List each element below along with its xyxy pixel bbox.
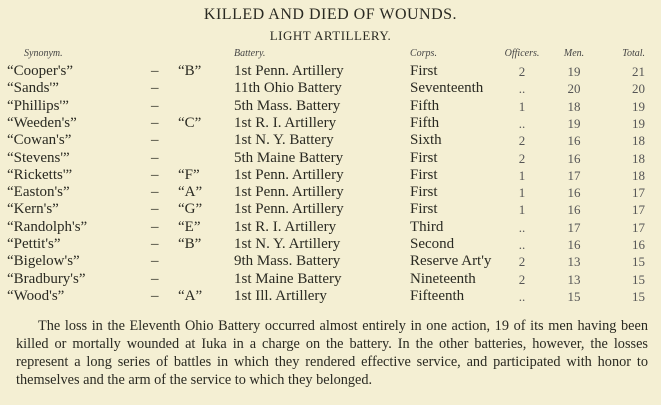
total-cell: 20 [632,81,645,97]
dash-cell: – [151,166,159,183]
synonym-cell: “Kern's” [7,201,59,218]
dash-cell: – [151,270,159,287]
total-cell: 21 [632,64,645,79]
men-cell: 17 [567,219,581,235]
total-cell: 19 [632,115,645,131]
corps-cell: First [410,63,438,79]
table-row [0,253,661,270]
officers-cell: .. [518,115,526,131]
corps-cell: First [410,149,438,166]
battery-cell: 5th Mass. Battery [234,97,341,114]
total-cell: 19 [632,98,645,114]
officers-cell: 1 [518,185,526,201]
header-corps: Corps. [410,48,437,59]
total-cell: 18 [632,133,645,149]
battery-cell: 5th Maine Battery [234,149,344,166]
corps-cell: Reserve Art'y [410,253,492,270]
body-paragraph: The loss in the Eleventh Ohio Battery occurred almost entirely in one action, 19 of its men having been killed or mortally wounded at Iuka in a charge on the battery. In the other batteries, however, the losses represent a long series of battles in which they rendered effective service, and participated with honor to themselves and the arm of the service to which they belonged. [16,318,648,388]
page-subtitle: LIGHT ARTILLERY. [269,28,392,43]
corps-cell: Fifteenth [410,287,465,304]
dash-cell: – [151,114,159,131]
officers-cell: 2 [518,271,526,287]
battery-cell: 1st Maine Battery [234,270,342,287]
table-row [0,288,661,305]
corps-cell: Third [410,218,444,235]
header-synonym: Synonym. [24,48,63,59]
officers-cell: 1 [518,167,526,183]
synonym-cell: “Stevens'” [7,149,70,166]
men-cell: 16 [567,133,581,149]
page-title: KILLED AND DIED OF WOUNDS. [203,6,458,23]
corps-cell: Sixth [410,132,442,149]
battery-cell: 11th Ohio Battery [234,80,342,97]
corps-cell: Second [410,236,455,252]
battery-cell: 1st Penn. Artillery [234,201,344,218]
battery-cell: 1st R. I. Artillery [234,114,337,131]
battery-cell: 1st Penn. Artillery [234,166,344,183]
table-row [0,184,661,201]
synonym-cell: “Bradbury's” [7,270,86,287]
letter-cell: “A” [178,287,203,304]
letter-cell: “C” [178,114,202,131]
letter-cell: “A” [178,184,203,201]
letter-cell: “F” [178,166,200,183]
officers-cell: .. [518,81,526,97]
total-cell: 18 [632,167,645,183]
total-cell: 15 [632,271,645,287]
synonym-cell: “Wood's” [7,287,65,304]
table-row [0,132,661,149]
officers-cell: 1 [518,202,526,218]
dash-cell: – [151,218,159,235]
table-row [0,271,661,288]
table-row [0,236,661,253]
table-row [0,98,661,115]
battery-cell: 1st Penn. Artillery [234,63,344,79]
header-total: Total. [622,48,645,59]
officers-cell: 2 [518,64,526,79]
dash-cell: – [151,63,159,79]
dash-cell: – [151,132,159,149]
synonym-cell: “Cooper's” [7,63,74,79]
dash-cell: – [151,253,159,270]
dash-cell: – [151,201,159,218]
synonym-cell: “Ricketts'” [7,166,73,183]
men-cell: 19 [567,64,581,79]
total-cell: 17 [632,185,645,201]
synonym-cell: “Bigelow's” [7,253,80,270]
dash-cell: – [151,149,159,166]
letter-cell: “G” [178,201,203,218]
table-row [0,80,661,97]
synonym-cell: “Phillips'” [7,97,69,114]
dash-cell: – [151,97,159,114]
men-cell: 20 [567,81,581,97]
men-cell: 19 [567,115,581,131]
men-cell: 16 [567,150,581,166]
letter-cell: “B” [178,236,202,252]
header-battery: Battery. [234,48,266,59]
letter-cell: “E” [178,218,201,235]
officers-cell: .. [518,219,526,235]
total-cell: 18 [632,150,645,166]
men-cell: 13 [567,254,581,270]
total-cell: 17 [632,219,645,235]
corps-cell: Nineteenth [410,270,476,287]
officers-cell: .. [518,288,526,304]
officers-cell: 1 [518,98,526,114]
table-row [0,150,661,167]
corps-cell: First [410,201,438,218]
synonym-cell: “Weeden's” [7,114,77,131]
men-cell: 13 [567,271,581,287]
corps-cell: First [410,184,438,201]
battery-cell: 1st N. Y. Artillery [234,236,341,252]
men-cell: 16 [567,237,581,252]
synonym-cell: “Randolph's” [7,218,88,235]
men-cell: 16 [567,202,581,218]
corps-cell: Fifth [410,97,440,114]
men-cell: 18 [567,98,581,114]
men-cell: 15 [567,288,581,304]
total-cell: 15 [632,254,645,270]
synonym-cell: “Cowan's” [7,132,72,149]
corps-cell: Fifth [410,114,440,131]
header-officers: Officers. [504,48,540,59]
table-row [0,63,661,80]
dash-cell: – [151,236,159,252]
table-row [0,167,661,184]
officers-cell: 2 [518,133,526,149]
dash-cell: – [151,287,159,304]
officers-cell: 2 [518,150,526,166]
letter-cell: “B” [178,63,202,79]
table-row [0,201,661,218]
table-row [0,219,661,236]
men-cell: 16 [567,185,581,201]
total-cell: 16 [632,237,645,252]
corps-cell: Seventeenth [410,80,484,97]
dash-cell: – [151,80,159,97]
synonym-cell: “Sands'” [7,80,59,97]
table-row [0,115,661,132]
synonym-cell: “Easton's” [7,184,70,201]
total-cell: 15 [632,288,645,304]
total-cell: 17 [632,202,645,218]
header-men: Men. [563,48,585,59]
synonym-cell: “Pettit's” [7,236,61,252]
battery-cell: 1st R. I. Artillery [234,218,337,235]
battery-cell: 1st N. Y. Battery [234,132,334,149]
corps-cell: First [410,166,438,183]
officers-cell: 2 [518,254,526,270]
battery-cell: 9th Mass. Battery [234,253,341,270]
officers-cell: .. [518,237,526,252]
battery-cell: 1st Penn. Artillery [234,184,344,201]
battery-cell: 1st Ill. Artillery [234,287,327,304]
men-cell: 17 [567,167,581,183]
dash-cell: – [151,184,159,201]
